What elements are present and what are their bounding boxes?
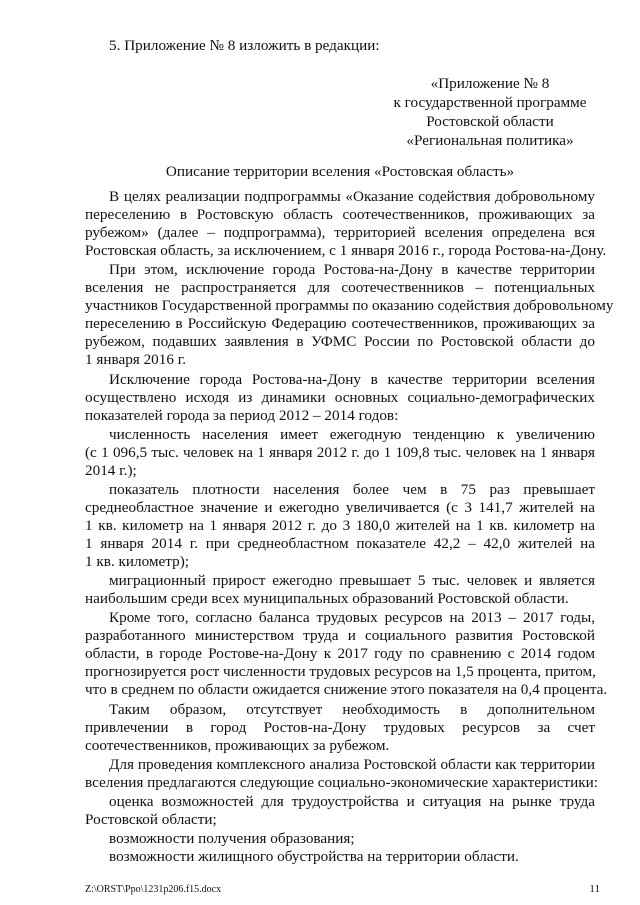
p1-line-2: переселению в Ростовскую область соотечественников, проживающих за xyxy=(85,206,595,223)
p10-line-2: Ростовской области; xyxy=(85,811,217,828)
p7-line-1: Кроме того, согласно баланса трудовых ресурсов на 2013 – 2017 годы, xyxy=(109,609,595,626)
p4-line-2: (с 1 096,5 тыс. человек на 1 января 2012 г. до 1 109,8 тыс. человек на 1 января xyxy=(85,444,595,461)
p1-line-1: В целях реализации подпрограммы «Оказание содействия добровольному xyxy=(109,188,595,205)
p7-line-4: прогнозируется рост численности трудовых ресурсов на 1,5 процента, притом, xyxy=(85,663,596,680)
p3-line-2: осуществлено исходя из динамики основных социально-демографических xyxy=(85,389,595,406)
p12-line-1: возможности жилищного обустройства на территории области. xyxy=(109,848,519,865)
appendix-line-3: Ростовской области xyxy=(426,113,554,130)
p2-line-1: При этом, исключение города Ростова-на-Дону в качестве территории xyxy=(109,261,595,278)
p7-line-2: разработанного министерством труда и социального развития Ростовской xyxy=(85,627,595,644)
p8-line-2: привлечении в город Ростов-на-Дону трудовых ресурсов за счет xyxy=(85,719,595,736)
p9-line-2: вселения предлагаются следующие социально-экономические характеристики: xyxy=(85,774,598,791)
p6-line-2: наибольшим среди всех муниципальных образований Ростовской области. xyxy=(85,590,569,607)
p1-line-4: Ростовская область, за исключением, с 1 января 2016 г., города Ростова-на-Дону. xyxy=(85,242,607,259)
document-title: Описание территории вселения «Ростовская область» xyxy=(165,163,515,180)
p5-line-5: 1 кв. километр); xyxy=(85,553,189,570)
p5-line-4: 1 января 2014 г. при среднеобластном показателе 42,2 – 42,0 жителей на xyxy=(85,535,595,552)
p2-line-2: вселения не распространяется для соотечественников – потенциальных xyxy=(85,279,595,296)
p7-line-3: области, в городе Ростове-на-Дону к 2017 году по сравнению с 2014 годом xyxy=(85,645,595,662)
p5-line-3: 1 кв. километр на 1 января 2012 г. до 3 180,0 жителей на 1 кв. километр на xyxy=(85,517,595,534)
p5-line-1: показатель плотности населения более чем в 75 раз превышает xyxy=(109,481,595,498)
p3-line-1: Исключение города Ростова-на-Дону в качестве территории вселения xyxy=(109,371,595,388)
p1-line-3: рубежом» (далее – подпрограмма), территорией вселения определена вся xyxy=(85,224,595,241)
p7-line-5: что в среднем по области ожидается снижение этого показателя на 0,4 процента. xyxy=(85,681,608,698)
p2-line-5: рубежом, подавших заявления в УФМС России по Ростовской области до xyxy=(85,333,595,350)
appendix-line-4: «Региональная политика» xyxy=(406,132,574,149)
appendix-block xyxy=(380,74,600,150)
p2-line-3: участников Государственной программы по оказанию содействия добровольному xyxy=(85,297,614,314)
amendment-header: 5. Приложение № 8 изложить в редакции: xyxy=(109,37,380,54)
p8-line-3: соотечественников, проживающих за рубежом. xyxy=(85,737,390,754)
appendix-line-1: «Приложение № 8 xyxy=(430,75,550,92)
p2-line-4: переселению в Российскую Федерацию соотечественников, проживающих за xyxy=(85,315,595,332)
p11-line-1: возможности получения образования; xyxy=(109,830,355,847)
p4-line-1: численность населения имеет ежегодную тенденцию к увеличению xyxy=(109,426,595,443)
p4-line-3: 2014 г.); xyxy=(85,462,137,479)
footer-page-number: 11 xyxy=(589,883,600,895)
p2-line-6: 1 января 2016 г. xyxy=(85,351,187,368)
p3-line-3: показателей города за период 2012 – 2014 годов: xyxy=(85,407,399,424)
p10-line-1: оценка возможностей для трудоустройства и ситуация на рынке труда xyxy=(109,793,595,810)
p6-line-1: миграционный прирост ежегодно превышает 5 тыс. человек и является xyxy=(109,572,595,589)
footer-file-path: Z:\ORST\Ppo\1231p206.f15.docx xyxy=(85,884,222,895)
p5-line-2: среднеобластное значение и ежегодно увеличивается (с 3 141,7 жителей на xyxy=(85,499,595,516)
p9-line-1: Для проведения комплексного анализа Ростовской области как территории xyxy=(109,756,595,773)
p8-line-1: Таким образом, отсутствует необходимость в дополнительном xyxy=(109,701,595,718)
appendix-line-2: к государственной программе xyxy=(393,94,587,111)
